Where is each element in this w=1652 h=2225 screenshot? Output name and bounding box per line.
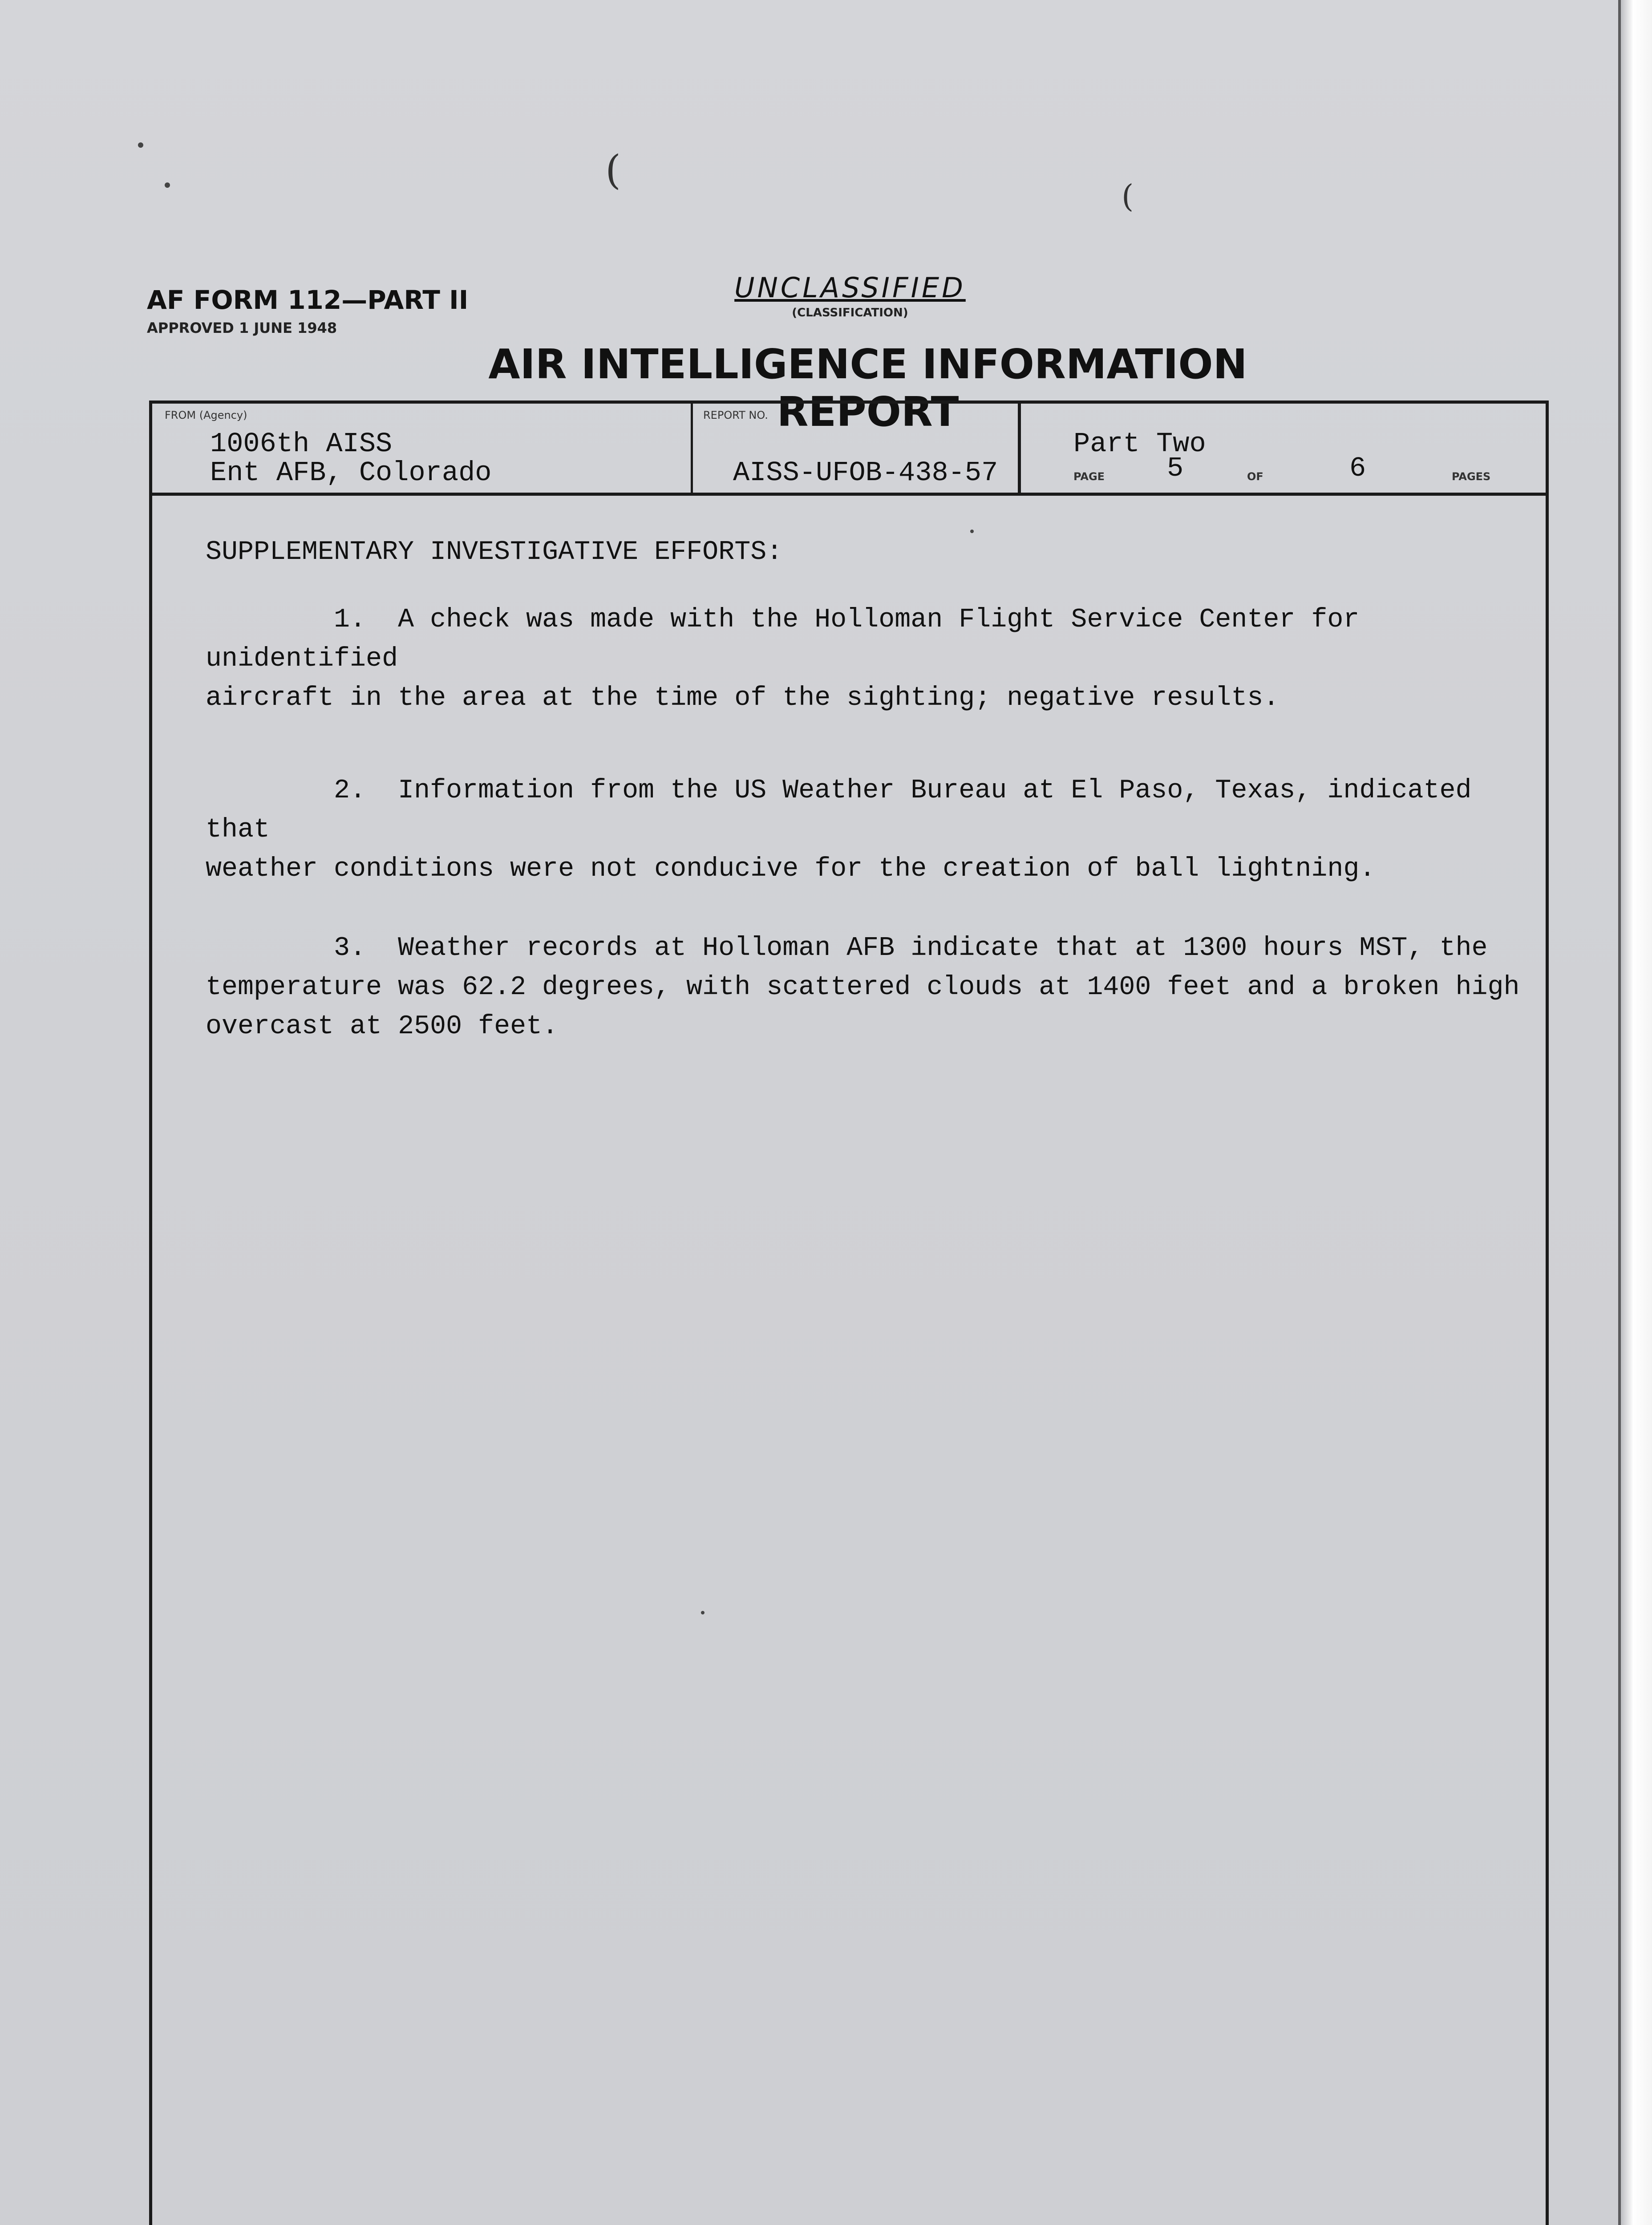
page-label: PAGE	[1073, 470, 1105, 483]
paragraph-2: 2. Information from the US Weather Bureau at El Paso, Texas, indicated that weather conditions were not conducive for the creation of ball lightning.	[206, 776, 1472, 884]
classification-top: UNCLASSIFIED	[734, 271, 966, 304]
pages-label: PAGES	[1452, 470, 1491, 483]
paragraph-3: 3. Weather records at Holloman AFB indicate that at 1300 hours MST, the temperature was 62.2 degrees, with scattered clouds at 1400 feet and a broken high overcast at 2500 feet.	[206, 933, 1520, 1042]
form-identifier: AF FORM 112—PART II	[147, 285, 469, 315]
form-approved-date: APPROVED 1 JUNE 1948	[147, 320, 337, 336]
scan-mark: (	[605, 147, 621, 194]
of-label: OF	[1247, 470, 1263, 483]
classification-top-label: (CLASSIFICATION)	[792, 306, 908, 320]
part-label: Part Two	[1073, 428, 1206, 460]
from-cell	[152, 404, 693, 493]
report-frame	[149, 400, 1549, 2225]
from-location: Ent AFB, Colorado	[210, 457, 492, 489]
report-title: AIR INTELLIGENCE INFORMATION REPORT	[488, 340, 1247, 436]
scan-mark: (	[1122, 178, 1134, 214]
scan-speck	[138, 142, 143, 148]
from-agency: 1006th AISS	[210, 428, 393, 460]
paragraph-1: 1. A check was made with the Holloman Flight Service Center for unidentified aircraft in the area at the time of the sighting; negative results.	[206, 605, 1360, 713]
total-pages: 6	[1349, 453, 1366, 484]
scan-speck	[165, 182, 170, 188]
report-header	[152, 404, 1546, 496]
page-number: 5	[1167, 453, 1184, 484]
page-cell	[1018, 404, 1545, 493]
report-body	[206, 533, 1523, 1100]
from-label: FROM (Agency)	[165, 409, 247, 421]
report-number-label: REPORT NO.	[703, 409, 768, 421]
section-heading: SUPPLEMENTARY INVESTIGATIVE EFFORTS:	[206, 537, 783, 567]
report-number-cell	[691, 404, 1021, 493]
page-edge	[1618, 0, 1652, 2225]
report-number: AISS-UFOB-438-57	[733, 457, 998, 489]
